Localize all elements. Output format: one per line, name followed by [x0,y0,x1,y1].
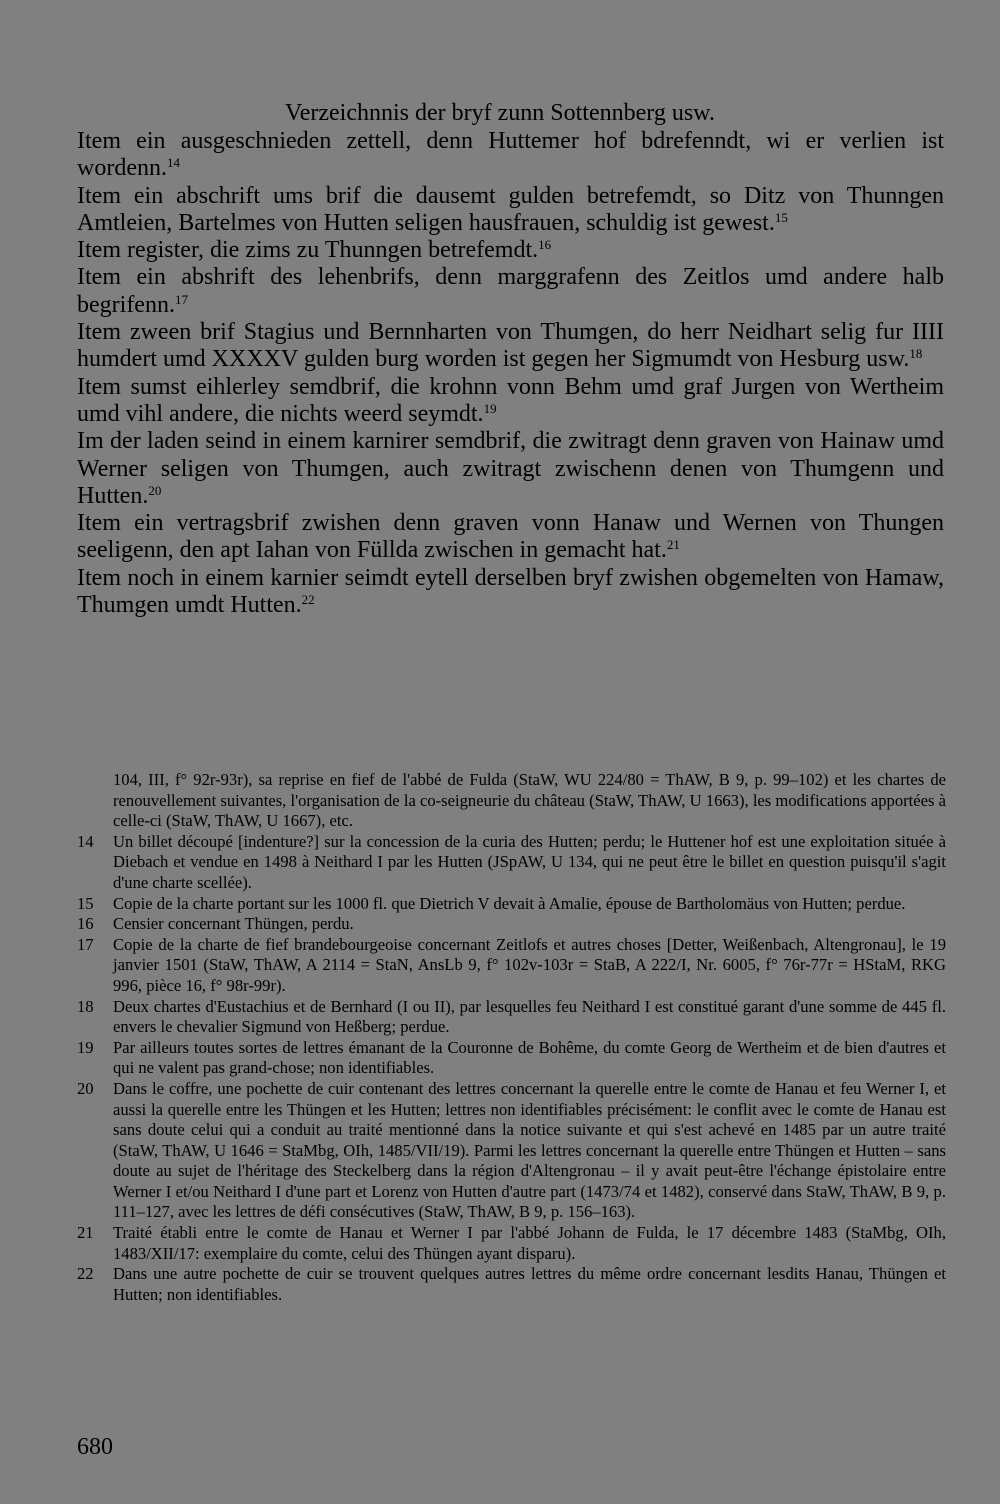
footnote-number: 15 [77,893,94,913]
footnote-number: 20 [77,1078,94,1098]
footnote-number: 22 [77,1264,94,1284]
footnote-number: 17 [77,934,94,954]
entry-text: Item zween brif Stagius und Bernnharten von Thumgen, do herr Neidhart selig fur IIII humdert umd XXXXV gulden burg worden ist gegen her Sigmumdt von Hesburg usw. [77,319,944,373]
footnote-ref[interactable]: 21 [666,537,680,553]
footnote-ref[interactable]: 20 [148,482,162,498]
inventory-entry [77,374,944,429]
inventory-entry [77,237,944,264]
footnote [77,914,946,935]
footnote-continuation: 104, III, f° 92r-93r), sa reprise en fief de l'abbé de Fulda (StaW, WU 224/80 = ThAW, B 9, p. 99–102) et les chartes de renouvellement suivantes, l'organisation de la co-seigneurie du château (StaW, ThAW, U 1663), les modifications apportées à celle-ci (StaW, ThAW, U 1667), etc. [113,770,946,831]
footnote-ref[interactable]: 19 [483,400,497,416]
inventory-entry [77,428,944,510]
footnote-ref[interactable]: 22 [301,592,315,608]
footnote [77,832,946,894]
footnote-text: Deux chartes d'Eustachius et de Bernhard (I ou II), par lesquelles feu Neithard I est constitué garant d'une somme de 445 fl. envers le chevalier Sigmund von Heßberg; perdue. [113,996,946,1037]
footnote-ref[interactable]: 18 [909,346,923,362]
footnote-number: 21 [77,1223,94,1243]
footnote-text: Traité établi entre le comte de Hanau et Werner I par l'abbé Johann de Fulda, le 17 décembre 1483 (StaMbg, OIh, 1483/XII/17: exemplaire du comte, celui des Thüngen ayant disparu). [113,1223,946,1263]
footnote-text: Par ailleurs toutes sortes de lettres émanant de la Couronne de Bohême, du comte Georg de Wertheim et de bien d'autres et qui ne valent pas grand-chose; non identifiables. [113,1037,946,1078]
footnote-ref[interactable]: 17 [174,291,188,307]
footnote-number: 18 [77,996,94,1016]
footnote [77,1079,946,1223]
footnote [77,997,946,1038]
footnote-ref[interactable]: 15 [774,209,788,225]
footnote [77,1223,946,1264]
inventory-entry [77,128,944,183]
inventory-entry [77,510,944,565]
entry-text: Item ein abschrift ums brif die dausemt gulden betrefemdt, so Ditz von Thunngen Amtleien, Bartelmes von Hutten seligen hausfrauen, schuldig ist gewest. [77,182,944,236]
footnote-number: 19 [77,1037,94,1057]
inventory-text [77,128,944,619]
page-number: 680 [77,1434,113,1460]
entry-text: Item ein abshrift des lehenbrifs, denn marggrafenn des Zeitlos umd andere halb begrifenn. [77,264,944,318]
entry-text: Item ein vertragsbrif zwishen denn graven vonn Hanaw und Wernen von Thungen seeligenn, den apt Iahan von Füllda zwischen in gemacht hat. [77,510,944,564]
inventory-entry [77,319,944,374]
section-title: Verzeichnnis der bryf zunn Sottennberg usw. [285,100,715,126]
footnote-text: Copie de la charte de fief brandebourgeoise concernant Zeitlofs et autres choses [Detter, Weißenbach, Altengronau], le 19 janvier 1501 (StaW, ThAW, A 2114 = StaN, AnsLb 9, f° 102v-103r = StaB, A 222/I, Nr. 6005, f° 76r-77r = HStaM, RKG 996, pièce 16, f° 98r-99r). [113,934,946,995]
footnote-ref[interactable]: 16 [538,237,552,253]
entry-text: Item register, die zims zu Thunngen betrefemdt. [77,237,539,264]
inventory-entry [77,565,944,620]
entry-text: Item ein ausgeschnieden zettell, denn Huttemer hof bdrefenndt, wi er verlien ist wordenn. [77,128,944,182]
footnote [77,935,946,997]
footnote-text: Censier concernant Thüngen, perdu. [113,914,354,934]
footnote [77,894,946,915]
footnotes [77,770,946,1305]
entry-text: Item sumst eihlerley semdbrif, die krohnn vonn Behm umd graf Jurgen von Wertheim umd vihl andere, die nichts weerd seymdt. [77,373,944,427]
inventory-entry [77,264,944,319]
entry-text: Im der laden seind in einem karnirer semdbrif, die zwitragt denn graven von Hainaw umd Werner seligen von Thumgen, auch zwitragt zwischenn denen von Thumgenn und Hutten. [77,428,944,509]
footnote [77,1264,946,1305]
entry-text: Item noch in einem karnier seimdt eytell derselben bryf zwishen obgemelten von Hamaw, Thumgen umdt Hutten. [77,564,944,619]
footnote-text: Dans le coffre, une pochette de cuir contenant des lettres concernant la querelle entre le comte de Hanau et feu Werner I, et aussi la querelle entre les Thüngen et les Hutten; lettres non identifiables précisément: le conflit avec le comte de Hanau est sans doute celui qui a conduit au traité mentionné dans la notice suivante et qui s'est achevé en 1485 par un autre traité (StaW, ThAW, U 1646 = StaMbg, OIh, 1485/VII/19). Parmi les lettres concernant la querelle entre Thüngen et Hutten – sans doute au sujet de l'héritage des Steckelberg dans la région d'Altengronau – il y avait peut-être l'échange épistolaire entre Werner I et/ou Neithard I d'une part et Lorenz von Hutten d'autre part (1473/74 et 1482), conservé dans StaW, ThAW, B 9, p. 111–127, avec les lettres de défi consécutives (StaW, ThAW, B 9, p. 156–163). [113,1078,946,1222]
inventory-entry [77,183,944,238]
footnote [77,1038,946,1079]
footnote-number: 16 [77,914,94,934]
footnote-ref[interactable]: 14 [166,155,180,171]
footnote-text: Dans une autre pochette de cuir se trouvent quelques autres lettres du même ordre concernant lesdits Hanau, Thüngen et Hutten; non identifiables. [113,1264,946,1304]
footnote-text: Copie de la charte portant sur les 1000 fl. que Dietrich V devait à Amalie, épouse de Bartholomäus von Hutten; perdue. [113,893,906,913]
footnote-text: Un billet découpé [indenture?] sur la concession de la curia des Hutten; perdu; le Huttener hof est une exploitation située à Diebach et vendue en 1498 à Neithard I par les Hutten (JSpAW, U 134, qui ne peut être le billet en question puisqu'il s'agit d'une charte scellée). [113,831,946,892]
footnote-number: 14 [77,831,94,851]
